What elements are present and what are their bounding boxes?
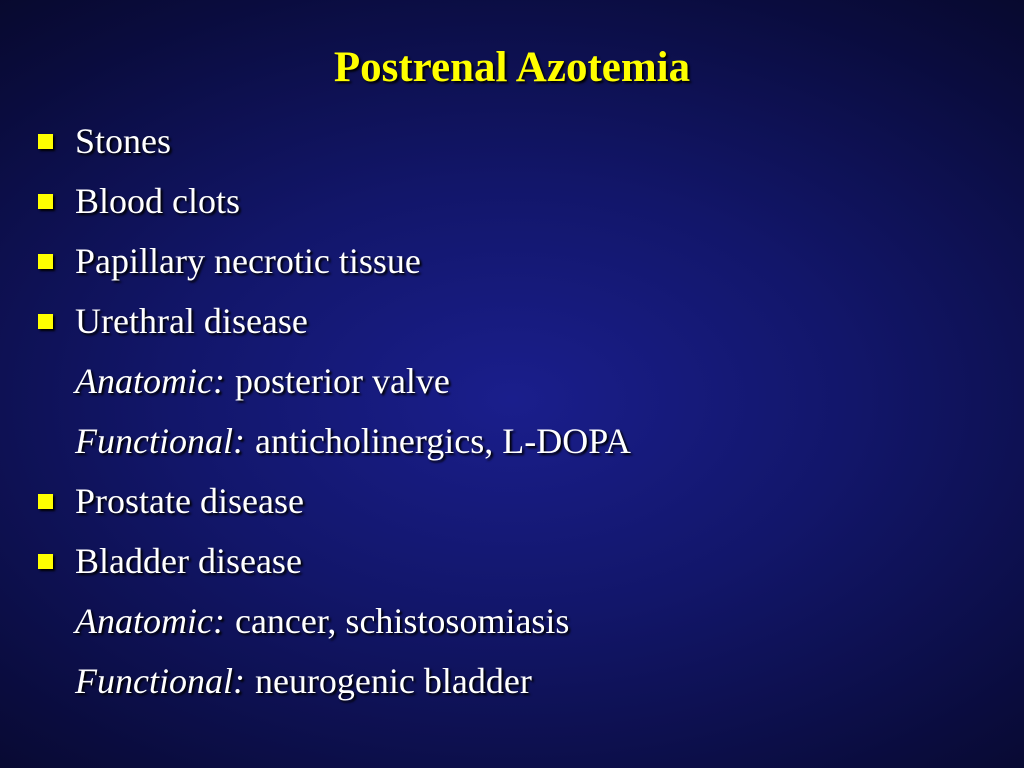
bullet-list bbox=[38, 111, 631, 711]
list-item-text: Prostate disease bbox=[75, 481, 304, 521]
square-bullet-icon bbox=[38, 134, 53, 149]
sub-item-text: anticholinergics, L-DOPA bbox=[254, 421, 631, 461]
list-item-text: Blood clots bbox=[75, 181, 241, 221]
square-bullet-icon bbox=[38, 194, 53, 209]
list-item-text: Stones bbox=[75, 121, 172, 161]
list-item-text: Bladder disease bbox=[75, 541, 302, 581]
list-item-text: Papillary necrotic tissue bbox=[75, 241, 421, 281]
list-item-stones bbox=[38, 111, 631, 171]
list-item-urethral-disease bbox=[38, 291, 631, 351]
sub-item-label: Anatomic: bbox=[75, 361, 225, 401]
sub-item-bladder-anatomic bbox=[38, 591, 631, 651]
list-item-prostate-disease bbox=[38, 471, 631, 531]
square-bullet-icon bbox=[38, 254, 53, 269]
list-item-blood-clots bbox=[38, 171, 631, 231]
sub-item-text: neurogenic bladder bbox=[254, 661, 532, 701]
sub-item-label: Functional: bbox=[75, 421, 245, 461]
list-item-bladder-disease bbox=[38, 531, 631, 591]
square-bullet-icon bbox=[38, 554, 53, 569]
list-item-papillary-necrotic-tissue bbox=[38, 231, 631, 291]
slide-title: Postrenal Azotemia bbox=[333, 44, 691, 91]
sub-item-urethral-functional bbox=[38, 411, 631, 471]
sub-item-text: cancer, schistosomiasis bbox=[234, 601, 570, 641]
sub-item-label: Anatomic: bbox=[75, 601, 225, 641]
square-bullet-icon bbox=[38, 494, 53, 509]
sub-item-urethral-anatomic bbox=[38, 351, 631, 411]
sub-item-text: posterior valve bbox=[234, 361, 450, 401]
sub-item-bladder-functional bbox=[38, 651, 631, 711]
list-item-text: Urethral disease bbox=[75, 301, 308, 341]
sub-item-label: Functional: bbox=[75, 661, 245, 701]
square-bullet-icon bbox=[38, 314, 53, 329]
